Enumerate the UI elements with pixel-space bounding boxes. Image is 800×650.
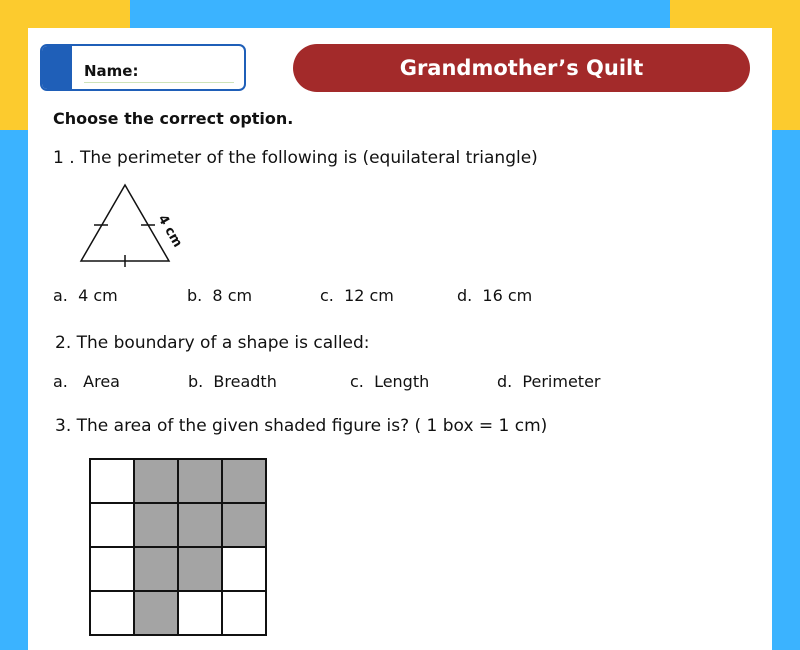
- instruction-text: Choose the correct option.: [53, 109, 294, 128]
- grid-cell-empty: [90, 503, 134, 547]
- grid-cell-empty: [178, 591, 222, 635]
- q1-option-b-text: 8 cm: [212, 286, 253, 305]
- triangle-shape: [81, 185, 169, 261]
- name-field[interactable]: [40, 44, 246, 91]
- grid-cell-shaded: [134, 591, 178, 635]
- q2-option-d-text: Perimeter: [522, 372, 601, 391]
- title-banner: [293, 44, 750, 92]
- grid-cell-empty: [90, 547, 134, 591]
- q2-option-c-text: Length: [374, 372, 430, 391]
- question-1-text: 1 . The perimeter of the following is (equilateral triangle): [53, 148, 538, 168]
- grid-cell-empty: [90, 591, 134, 635]
- question-2-text: 2. The boundary of a shape is called:: [55, 333, 370, 353]
- equilateral-triangle-figure: [73, 180, 203, 275]
- q1-option-a-letter: a.: [53, 286, 68, 305]
- name-write-line: [84, 82, 234, 83]
- grid-cell-shaded: [222, 459, 266, 503]
- worksheet-page: [28, 28, 772, 650]
- q1-option-d-text: 16 cm: [482, 286, 533, 305]
- q2-option-c-letter: c.: [350, 372, 364, 391]
- grid-cell-shaded: [178, 503, 222, 547]
- q1-option-d-letter: d.: [457, 286, 473, 305]
- grid-cell-empty: [90, 459, 134, 503]
- grid-cell-shaded: [178, 459, 222, 503]
- q2-option-d-letter: d.: [497, 372, 513, 391]
- grid-cell-empty: [222, 547, 266, 591]
- q2-option-d[interactable]: [497, 372, 601, 391]
- q1-option-a[interactable]: [53, 286, 118, 305]
- q1-option-a-text: 4 cm: [78, 286, 118, 305]
- grid-cell-shaded: [134, 503, 178, 547]
- q1-option-c[interactable]: [320, 286, 394, 305]
- side-length-label: 4 cm: [154, 212, 185, 251]
- name-label: Name:: [84, 62, 139, 80]
- grid-cell-empty: [222, 591, 266, 635]
- grid-cell-shaded: [134, 459, 178, 503]
- grid-cell-shaded: [134, 547, 178, 591]
- q1-option-b-letter: b.: [187, 286, 203, 305]
- question-2-options: [28, 372, 772, 396]
- shaded-grid-figure: [88, 457, 268, 637]
- q2-option-a-text: Area: [83, 372, 120, 391]
- q1-option-d[interactable]: [457, 286, 532, 305]
- question-3-text: 3. The area of the given shaded figure is? ( 1 box = 1 cm): [55, 416, 548, 436]
- page-title: Grandmother’s Quilt: [399, 56, 644, 80]
- q1-option-b[interactable]: [187, 286, 252, 305]
- q2-option-a[interactable]: [53, 372, 120, 391]
- q1-option-c-letter: c.: [320, 286, 334, 305]
- question-1-options: [28, 286, 772, 310]
- q2-option-b-letter: b.: [188, 372, 204, 391]
- q2-option-c[interactable]: [350, 372, 429, 391]
- grid-cell-shaded: [222, 503, 266, 547]
- q2-option-b[interactable]: [188, 372, 277, 391]
- q2-option-a-letter: a.: [53, 372, 68, 391]
- grid-cell-shaded: [178, 547, 222, 591]
- q2-option-b-text: Breadth: [213, 372, 277, 391]
- name-field-tab: [42, 46, 72, 89]
- q1-option-c-text: 12 cm: [344, 286, 394, 305]
